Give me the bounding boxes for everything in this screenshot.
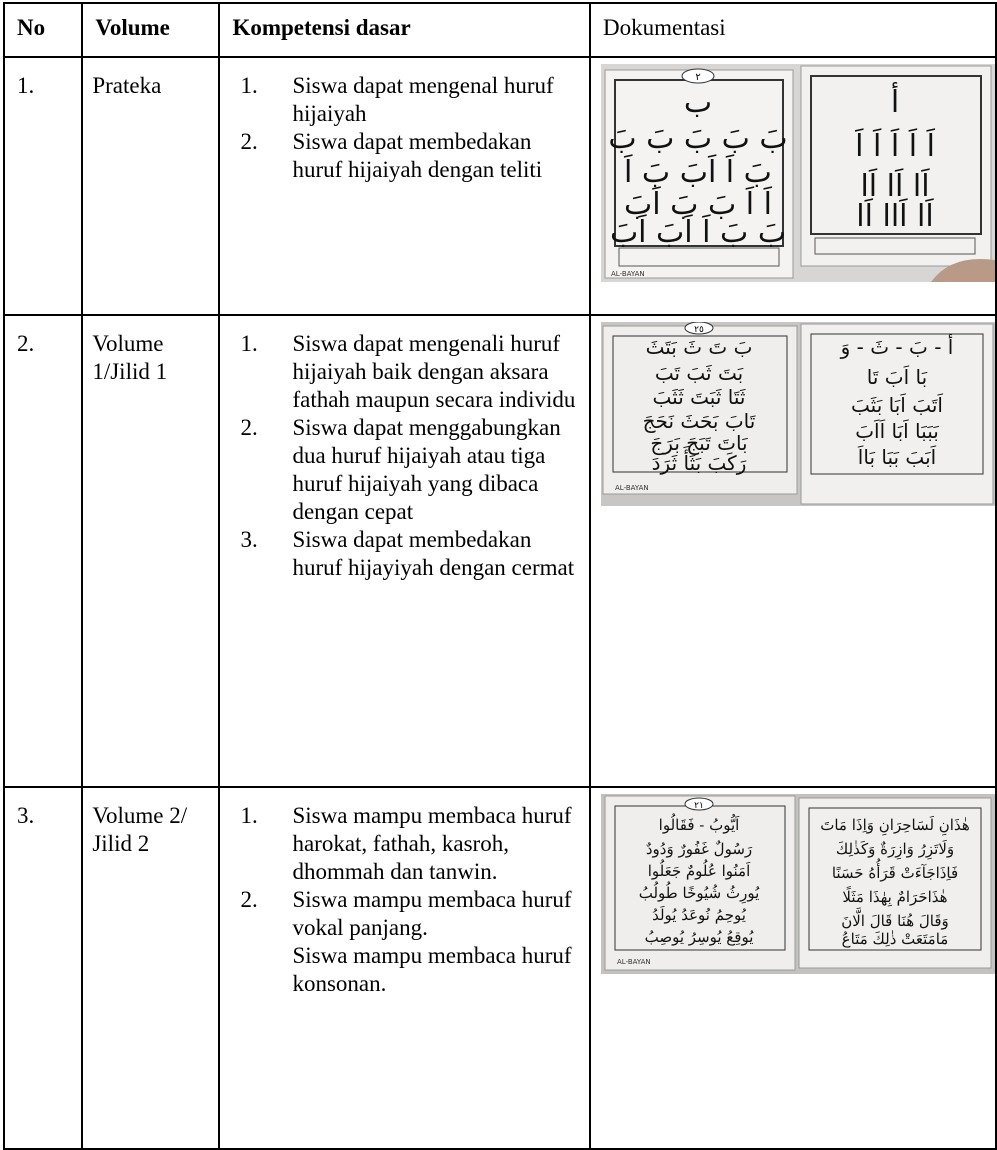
svg-text:أ - بَ - ثَ - وَ: أ - بَ - ثَ - وَ	[840, 335, 954, 359]
svg-text:اَا اَاا اَا: اَا اَاا اَا	[856, 199, 934, 234]
svg-text:اَيُّوبُ - فَقَالُوا: اَيُّوبُ - فَقَالُوا	[658, 816, 740, 834]
svg-text:رَسُولٌ غَفُورٌ وَدُودٌ: رَسُولٌ غَفُورٌ وَدُودٌ	[645, 840, 753, 858]
list-item: 1. Siswa mampu membaca huruf harokat, fathah, kasroh, dhommah dan tanwin.	[240, 803, 572, 884]
list-item: 3. Siswa dapat membedakan huruf hijayiyah dengan cermat	[240, 527, 575, 580]
svg-text:فَاِذَاجَآءَتْ قَرَأُهُ حَسَنً: فَاِذَاجَآءَتْ قَرَأُهُ حَسَنًا	[831, 864, 959, 882]
list-item: 2. Siswa dapat membedakan huruf hijaiyah dengan teliti	[240, 129, 543, 182]
row-documentation	[590, 787, 996, 1149]
svg-text:مَامَتَعَتْ ذٰلِكَ مَتَاعُ: مَامَتَعَتْ ذٰلِكَ مَتَاعُ	[841, 930, 949, 948]
list-item: 1. Siswa dapat mengenal huruf hijaiyah	[240, 73, 554, 126]
table-row	[4, 315, 996, 787]
table-row	[4, 57, 996, 315]
competency-list	[234, 330, 581, 582]
book-photo	[601, 64, 995, 282]
header-no: No	[4, 3, 82, 57]
svg-text:اَمَنُوا عُلُومٌ جَعَلُوا: اَمَنُوا عُلُومٌ جَعَلُوا	[647, 862, 751, 880]
footer-label: AL-BAYAN	[614, 484, 649, 492]
svg-text:ب: ب	[683, 85, 713, 120]
book-photo	[601, 322, 995, 506]
row-competencies	[219, 57, 590, 315]
svg-text:بَ تَ ثَ بَتَثَ: بَ تَ ثَ بَتَثَ	[645, 335, 753, 359]
svg-text:بَ بَ بَ بَ بَ: بَ بَ بَ بَ بَ	[608, 121, 788, 156]
svg-text:وَقَالَ هُنَا قَالَ الَّانَ: وَقَالَ هُنَا قَالَ الَّانَ	[841, 912, 949, 930]
svg-text:اَا اَا اَا: اَا اَا اَا	[860, 169, 930, 204]
svg-text:اَ اَ بَ بَ اَبَ: اَ اَ بَ بَ اَبَ	[624, 187, 772, 222]
svg-text:بَا اَبَ تَا: بَا اَبَ تَا	[866, 365, 928, 389]
svg-text:هٰذَاحَرَامٌ بِهٰذَا مَثَلًا: هٰذَاحَرَامٌ بِهٰذَا مَثَلًا	[842, 888, 948, 906]
continuation-text: Siswa mampu membaca huruf konsonan.	[292, 943, 572, 996]
svg-text:اَ اَ اَ اَ اَ: اَ اَ اَ اَ اَ	[855, 129, 935, 164]
row-documentation	[590, 315, 996, 787]
table-row	[4, 787, 996, 1149]
row-number: 1.	[4, 57, 82, 315]
open-book-image	[601, 322, 995, 506]
svg-text:يُوقِعُ يُوسِرُ يُوصِبُ: يُوقِعُ يُوسِرُ يُوصِبُ	[644, 928, 754, 946]
header-dokumentasi: Dokumentasi	[590, 3, 996, 57]
svg-text:تَابَ بَحَثَ نَحَجَ: تَابَ بَحَثَ نَحَجَ	[642, 409, 756, 433]
header-kompetensi: Kompetensi dasar	[219, 3, 590, 57]
page-number-label: ٢٥	[694, 325, 704, 335]
list-item: 2. Siswa mampu membaca huruf vokal panjang.	[240, 887, 572, 940]
competency-list	[234, 802, 581, 942]
svg-text:هٰذَانِ لَسَاحِرَانِ وَاِذَا م: هٰذَانِ لَسَاحِرَانِ وَاِذَا مَاتَ	[820, 816, 970, 834]
open-book-image	[601, 64, 995, 282]
svg-text:اَبَبَ بَبَا بَااَ: اَبَبَ بَبَا بَااَ	[857, 445, 937, 469]
svg-text:يُورِثُ شُيُوخًا طُولُبُ: يُورِثُ شُيُوخًا طُولُبُ	[638, 884, 760, 902]
svg-text:ثَتَا ثَبَتَ ثَثَبَ: ثَتَا ثَبَتَ ثَثَبَ	[652, 385, 746, 409]
open-book-image	[601, 794, 995, 974]
competency-table	[3, 2, 997, 1150]
row-number: 3.	[4, 787, 82, 1149]
table-header-row	[4, 3, 996, 57]
row-volume: Prateka	[82, 57, 219, 315]
row-volume: Volume 2/ Jilid 2	[82, 787, 219, 1149]
svg-text:رَكَبَ بَثَأَ ثَرَدَ: رَكَبَ بَثَأَ ثَرَدَ	[651, 451, 747, 475]
svg-text:اَتَبَ اَبَا بَثَبَ: اَتَبَ اَبَا بَثَبَ	[851, 393, 943, 417]
footer-label: AL-BAYAN	[610, 270, 645, 278]
svg-text:بَبَبَا اَبَا اَاَبَ: بَبَبَا اَبَا اَاَبَ	[855, 419, 939, 443]
row-volume: Volume 1/Jilid 1	[82, 315, 219, 787]
list-item: 1. Siswa dapat mengenali huruf hijaiyah baik dengan aksara fathah maupun secara individu	[240, 331, 576, 412]
header-volume: Volume	[82, 3, 219, 57]
svg-text:بَاتَ تَبَجَ بَرَجَ: بَاتَ تَبَجَ بَرَجَ	[650, 431, 748, 455]
svg-text:بَتَ ثَبَ تَبَ: بَتَ ثَبَ تَبَ	[654, 361, 744, 385]
svg-text:بَ اَ اَبَ بَ اَ: بَ اَ اَبَ بَ اَ	[624, 155, 772, 190]
svg-text:بَ بَ اَ اَبَ اَبَ: بَ بَ اَ اَبَ اَبَ	[609, 215, 787, 250]
svg-text:وَلَاتَزِرُ وَازِرَةٌ وَكَذٰلِ: وَلَاتَزِرُ وَازِرَةٌ وَكَذٰلِكَ	[835, 840, 955, 858]
book-photo	[601, 794, 995, 974]
page-number-label: ٢١	[694, 801, 704, 811]
list-item: 2. Siswa dapat menggabungkan dua huruf hijaiyah atau tiga huruf hijaiyah yang dibaca dengan cepat	[240, 415, 561, 524]
row-competencies	[219, 315, 590, 787]
svg-text:أ: أ	[890, 85, 900, 120]
row-number: 2.	[4, 315, 82, 787]
page-number-label: ٢	[695, 72, 701, 83]
row-documentation	[590, 57, 996, 315]
competency-list	[234, 72, 581, 184]
svg-text:يُوحِمُ نُوعَدُ يُولَدُ: يُوحِمُ نُوعَدُ يُولَدُ	[652, 906, 746, 924]
row-competencies	[219, 787, 590, 1149]
footer-label: AL-BAYAN	[616, 958, 651, 966]
